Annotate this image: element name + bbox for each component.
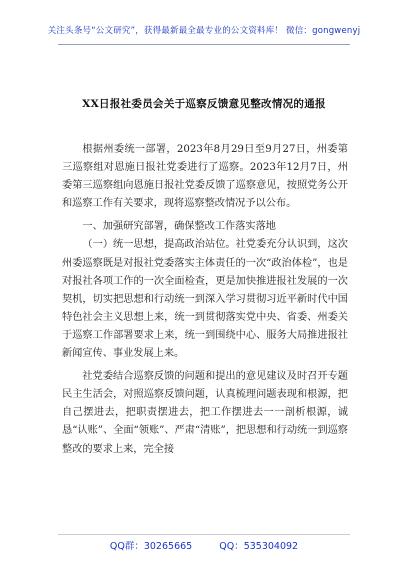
section-heading-1: 一、加强研究部署，确保整改工作落实落地 [82, 221, 276, 233]
header-banner: 关注头条号“公文研究”，获得最新最全最专业的公文资料库！ 微信：gongwenyj [47, 26, 361, 36]
footer-qq: QQ：535304092 [219, 541, 299, 552]
paragraph-subsection-1: （一）统一思想，提高政治站位。社党委充分认识到，这次州委巡察既是对报社党委落实主体责任的一次“政治体检”，也是对报社各项工作的一次全面检查，更是加快推进报社发展的一次契机，切实把思想和行动统一到深入学习贯彻习近平新时代中国特色社会主义思想上来，统一到贯彻落实党中央、省委、州委关于巡察工作部署要求上来，统一到围绕中心、服务大局推进报社新闻宣传、事业发展上来。 [62, 239, 348, 360]
paragraph-intro: 根据州委统一部署，2023年8月29日至9月27日，州委第三巡察组对恩施日报社党委进行了巡察。2023年12月7日，州委第三巡察组向恩施日报社党委反馈了巡察意见，按照党务公开和巡察工作有关要求，现将巡察整改情况予以公布。 [62, 144, 348, 210]
header-divider [58, 44, 350, 45]
document-title: XX日报社委员会关于巡察反馈意见整改情况的通报 [82, 98, 326, 110]
paragraph-democratic-life: 社党委结合巡察反馈的问题和提出的意见建议及时召开专题民主生活会，对照巡察反馈问题，认真梳理问题表现和根源，把自己摆进去，把职责摆进去，把工作摆进去一一剖析根源，诚恳“认账”、全面“领账”、严肃“清账”，把思想和行动统一到巡察整改的要求上来，完全接 [62, 371, 348, 455]
footer-contacts [0, 538, 408, 552]
document-body [62, 141, 348, 459]
footer-qq-group: QQ群：30265665 [109, 541, 193, 552]
footer-divider [58, 534, 350, 535]
